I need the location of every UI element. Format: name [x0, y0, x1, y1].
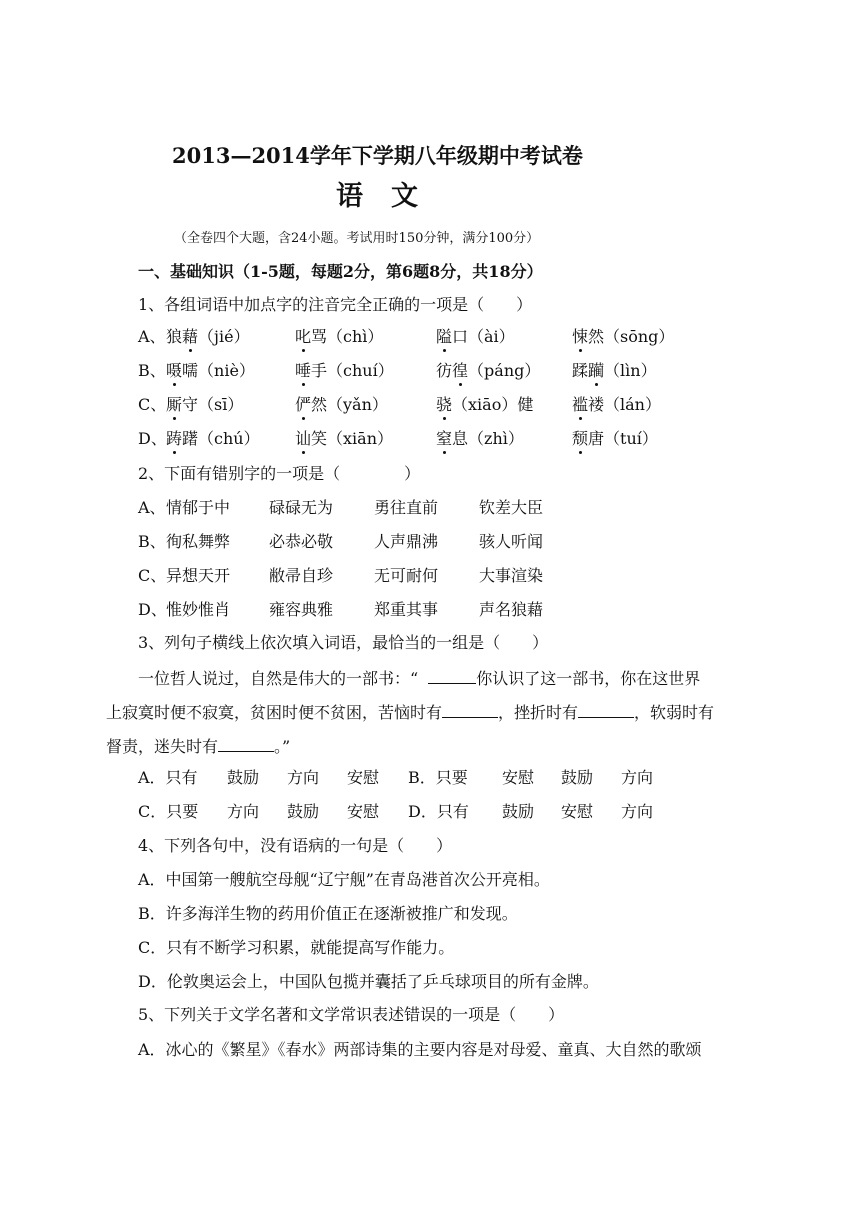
blank-4 [218, 735, 274, 752]
question-2-option-b: B、 [138, 532, 166, 551]
option-item: 情郁于中 [166, 498, 231, 517]
dotted-character: 俨 [295, 395, 312, 414]
choice-item: 方向 [621, 802, 654, 821]
option-item: 必恭必敬 [269, 532, 334, 551]
option-item: 声名狼藉 [479, 600, 544, 619]
question-2-option-c: C、 [138, 566, 167, 585]
question-4-stem: 4、下列各句中，没有语病的一句是（ ） [138, 836, 453, 855]
choice-item: 安慰 [347, 768, 380, 787]
choice-item: 方向 [227, 802, 260, 821]
passage-text: 。” [274, 737, 291, 756]
choice-item: 鼓励 [227, 768, 260, 787]
passage-text: 你认识了这一部书，你在这世界 [476, 669, 701, 688]
option-item: 惟妙惟肖 [166, 600, 231, 619]
blank-2 [442, 701, 498, 718]
dotted-character: 颓 [572, 429, 589, 448]
question-4-option-a: A．中国第一艘航空母舰“辽宁舰”在青岛港首次公开亮相。 [138, 870, 550, 889]
option-item: 人声鼎沸 [374, 532, 439, 551]
choice-item: 鼓励 [502, 802, 535, 821]
question-1-option-a [138, 327, 166, 347]
choice-item: 方向 [287, 768, 320, 787]
option-letter: C、 [138, 395, 167, 414]
choice-item: 安慰 [561, 802, 594, 821]
exam-title: 2013—2014学年下学期八年级期中考试卷 [172, 143, 583, 168]
choice-item: B．只要 [408, 768, 468, 787]
passage-text: ，软弱时有 [634, 703, 715, 722]
passage-text: 督责，迷失时有 [106, 737, 219, 756]
passage-text: 上寂寞时便不寂寞，贫困时便不贫困，苦恼时有 [106, 703, 443, 722]
dotted-character: 藉 [182, 327, 199, 346]
option-item: 异想天开 [166, 566, 231, 585]
question-3-passage-line-2 [106, 701, 714, 723]
dotted-character: 厮 [166, 395, 183, 414]
question-1-option-b [138, 361, 166, 381]
dotted-character: 唾 [295, 361, 312, 380]
question-2-option-d: D、 [138, 600, 167, 619]
option-letter: A、 [138, 327, 166, 346]
question-5-stem: 5、下列关于文学名著和文学常识表述错误的一项是（ ） [138, 1005, 565, 1024]
subject-title: 语文 [336, 181, 446, 212]
choice-item: A．只有 [138, 768, 198, 787]
option-item: 叱骂（chì） [295, 327, 384, 346]
choice-item: D．只有 [408, 802, 469, 821]
option-letter: D、 [138, 429, 167, 448]
question-2-option-a: A、 [138, 498, 166, 517]
dotted-character: 窒 [436, 429, 453, 448]
question-2-stem: 2、下面有错别字的一项是（ ） [138, 464, 421, 483]
dotted-character: 踌 [166, 429, 183, 448]
passage-text: ，挫折时有 [498, 703, 579, 722]
choice-item: 鼓励 [287, 802, 320, 821]
option-item: 窒息（zhì） [436, 429, 524, 448]
option-item: 雍容典雅 [269, 600, 334, 619]
option-item: 隘口（ài） [436, 327, 515, 346]
question-3-stem: 3、列句子横线上依次填入词语，最恰当的一组是（ ） [138, 633, 549, 652]
option-item: 蹂躏（lìn） [572, 361, 657, 380]
question-4-option-b: B．许多海洋生物的药用价值正在逐渐被推广和发现。 [138, 904, 518, 923]
dotted-character: 褴 [572, 395, 589, 414]
option-item: 颓唐（tuí） [572, 429, 658, 448]
passage-text: 一位哲人说过，自然是伟大的一部书：“ [138, 669, 419, 688]
dotted-character: 徨 [452, 361, 469, 380]
question-1-option-c [138, 395, 166, 415]
choice-item: C．只要 [138, 802, 199, 821]
question-3-passage-line-3 [106, 735, 290, 757]
question-4-option-d: D．伦敦奥运会上，中国队包揽并囊括了乒乓球项目的所有金牌。 [138, 972, 599, 991]
blank-3 [578, 701, 634, 718]
option-item: 勇往直前 [374, 498, 439, 517]
question-4-option-c: C．只有不断学习积累，就能提高写作能力。 [138, 938, 455, 957]
dotted-character: 悚 [572, 327, 589, 346]
option-letter: B、 [138, 361, 166, 380]
blank-1 [428, 667, 476, 684]
option-item: 大事渲染 [479, 566, 544, 585]
question-3-passage-line-1 [138, 667, 700, 689]
option-item: 郑重其事 [374, 600, 439, 619]
dotted-character: 躏 [588, 361, 605, 380]
choice-item: 鼓励 [561, 768, 594, 787]
option-item: 无可耐何 [374, 566, 439, 585]
option-item: 彷徨（páng） [436, 361, 541, 380]
option-item: 嗫嚅（niè） [166, 361, 255, 380]
dotted-character: 嗫 [166, 361, 183, 380]
option-item: 悚然（sōng） [572, 327, 675, 346]
option-item: 俨然（yǎn） [295, 395, 388, 414]
option-item: 踌躇（chú） [166, 429, 260, 448]
option-item: 敝帚自珍 [269, 566, 334, 585]
option-item: 唾手（chuí） [295, 361, 394, 380]
exam-note: （全卷四个大题，含24小题。考试用时150分钟，满分100分） [174, 231, 540, 246]
section-heading: 一、基础知识（1-5题，每题2分，第6题8分，共18分） [138, 262, 543, 281]
option-item: 骁（xiāo）健 [436, 395, 534, 414]
choice-item: 方向 [621, 768, 654, 787]
dotted-character: 隘 [436, 327, 453, 346]
dotted-character: 叱 [295, 327, 312, 346]
option-item: 钦差大臣 [479, 498, 544, 517]
question-1-option-d [138, 429, 167, 449]
option-item: 厮守（sī） [166, 395, 244, 414]
question-1-stem: 1、各组词语中加点字的注音完全正确的一项是（ ） [138, 295, 533, 314]
option-item: 褴褛（lán） [572, 395, 661, 414]
dotted-character: 讪 [295, 429, 312, 448]
choice-item: 安慰 [502, 768, 535, 787]
question-5-option-a: A．冰心的《繁星》《春水》两部诗集的主要内容是对母爱、童真、大自然的歌颂 [138, 1040, 702, 1059]
dotted-character: 骁 [436, 395, 453, 414]
choice-item: 安慰 [347, 802, 380, 821]
option-item: 徇私舞弊 [166, 532, 231, 551]
option-item: 狼藉（jié） [166, 327, 250, 346]
option-item: 碌碌无为 [269, 498, 334, 517]
option-item: 讪笑（xiān） [295, 429, 394, 448]
option-item: 骇人听闻 [479, 532, 544, 551]
